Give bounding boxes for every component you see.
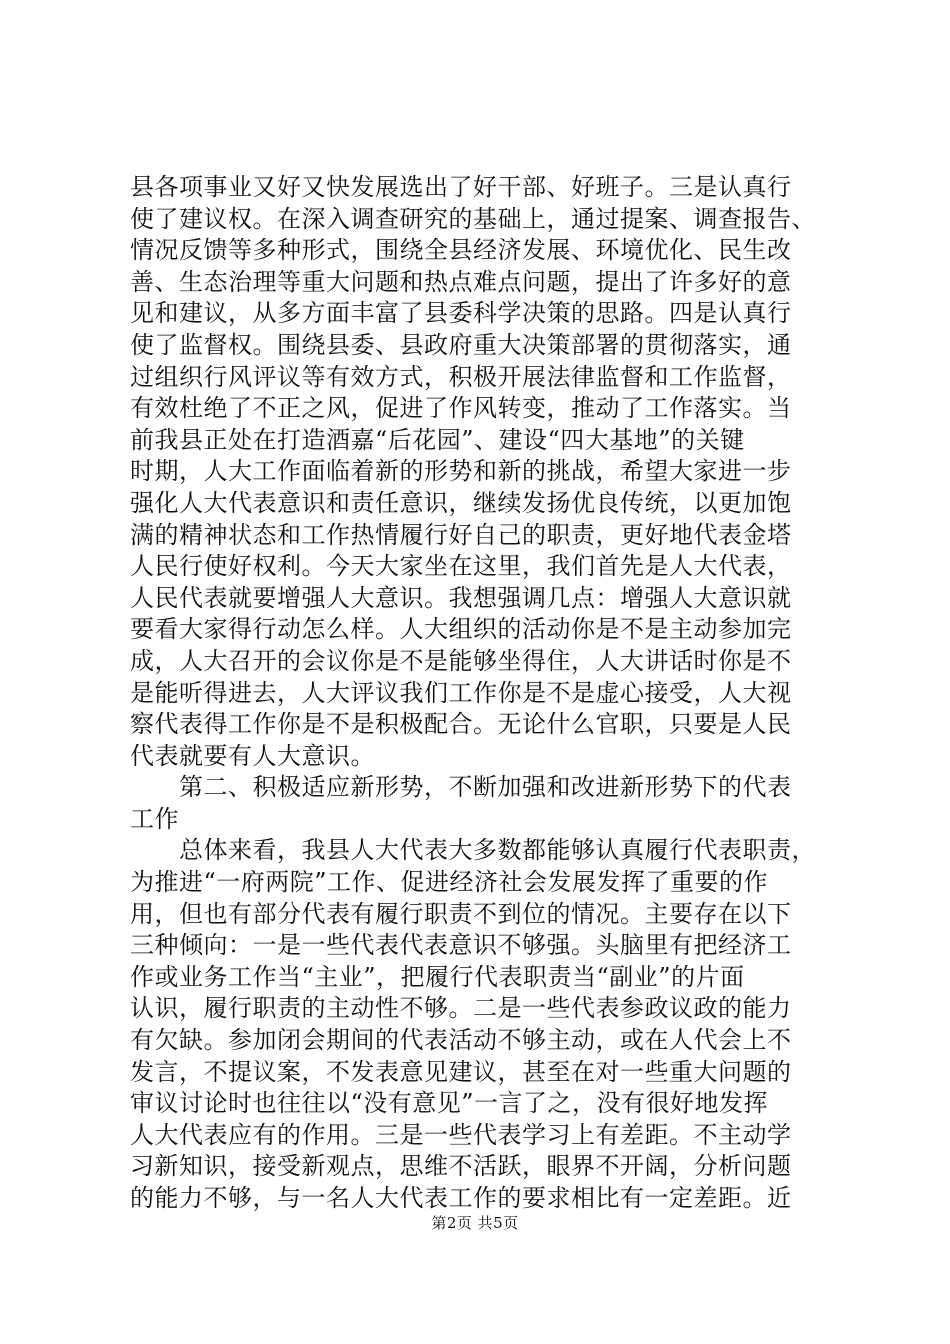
body-text xyxy=(130,172,830,1215)
text-line: 使了建议权。在深入调查研究的基础上，通过提案、调查报告、 xyxy=(130,204,816,233)
text-line: 前我县正处在打造酒嘉“后花园”、建设“四大基地”的关键 xyxy=(130,425,745,454)
text-line: 善、生态治理等重大问题和热点难点问题，提出了许多好的意 xyxy=(130,267,792,296)
text-line: 总体来看，我县人大代表大多数都能够认真履行代表职责， xyxy=(130,836,816,865)
text-line: 使了监督权。围绕县委、县政府重大决策部署的贯彻落实，通 xyxy=(130,330,792,359)
text-line: 满的精神状态和工作热情履行好自己的职责，更好地代表金塔 xyxy=(130,520,792,549)
text-line: 用，但也有部分代表有履行职责不到位的情况。主要存在以下 xyxy=(130,899,792,928)
text-line: 见和建议，从多方面丰富了县委科学决策的思路。四是认真行 xyxy=(130,299,792,328)
text-line: 察代表得工作你是不是积极配合。无论什么官职，只要是人民 xyxy=(130,710,792,739)
text-line: 三种倾向：一是一些代表代表意识不够强。头脑里有把经济工 xyxy=(130,931,792,960)
text-line: 时期，人大工作面临着新的形势和新的挑战，希望大家进一步 xyxy=(130,457,792,486)
text-line: 作或业务工作当“主业”，把履行代表职责当“副业”的片面 xyxy=(130,962,745,991)
text-line: 过组织行风评议等有效方式，积极开展法律监督和工作监督， xyxy=(130,362,792,391)
section-heading-line: 工作 xyxy=(130,804,179,833)
text-line: 认识，履行职责的主动性不够。二是一些代表参政议政的能力 xyxy=(130,994,792,1023)
text-line: 代表就要有人大意识。 xyxy=(130,741,375,770)
text-line: 县各项事业又好又快发展选出了好干部、好班子。三是认真行 xyxy=(130,173,792,201)
text-line: 是能听得进去，人大评议我们工作你是不是虚心接受，人大视 xyxy=(130,678,792,707)
text-line: 为推进“一府两院”工作、促进经济社会发展发挥了重要的作 xyxy=(130,868,769,897)
text-line: 强化人大代表意识和责任意识，继续发扬优良传统，以更加饱 xyxy=(130,488,792,517)
text-line: 人民行使好权利。今天大家坐在这里，我们首先是人大代表， xyxy=(130,552,792,581)
text-line: 审议讨论时也往往以“没有意见”一言了之，没有很好地发挥 xyxy=(130,1089,769,1118)
section-heading-line: 第二、积极适应新形势，不断加强和改进新形势下的代表 xyxy=(130,773,792,802)
text-line: 成，人大召开的会议你是不是能够坐得住，人大讲话时你是不 xyxy=(130,646,792,675)
text-line: 要看大家得行动怎么样。人大组织的活动你是不是主动参加完 xyxy=(130,615,792,644)
text-line: 人大代表应有的作用。三是一些代表学习上有差距。不主动学 xyxy=(130,1120,792,1149)
text-line: 情况反馈等多种形式，围绕全县经济发展、环境优化、民生改 xyxy=(130,236,792,265)
text-line: 的能力不够，与一名人大代表工作的要求相比有一定差距。近 xyxy=(130,1184,792,1212)
page-number-footer: 第2页 共5页 xyxy=(431,1214,519,1232)
text-line: 有效杜绝了不正之风，促进了作风转变，推动了工作落实。当 xyxy=(130,394,792,423)
text-line: 有欠缺。参加闭会期间的代表活动不够主动，或在人代会上不 xyxy=(130,1026,792,1055)
text-line: 人民代表就要增强人大意识。我想强调几点：增强人大意识就 xyxy=(130,583,792,612)
text-line: 习新知识，接受新观点，思维不活跃，眼界不开阔，分析问题 xyxy=(130,1152,792,1181)
text-line: 发言，不提议案，不发表意见建议，甚至在对一些重大问题的 xyxy=(130,1057,792,1086)
